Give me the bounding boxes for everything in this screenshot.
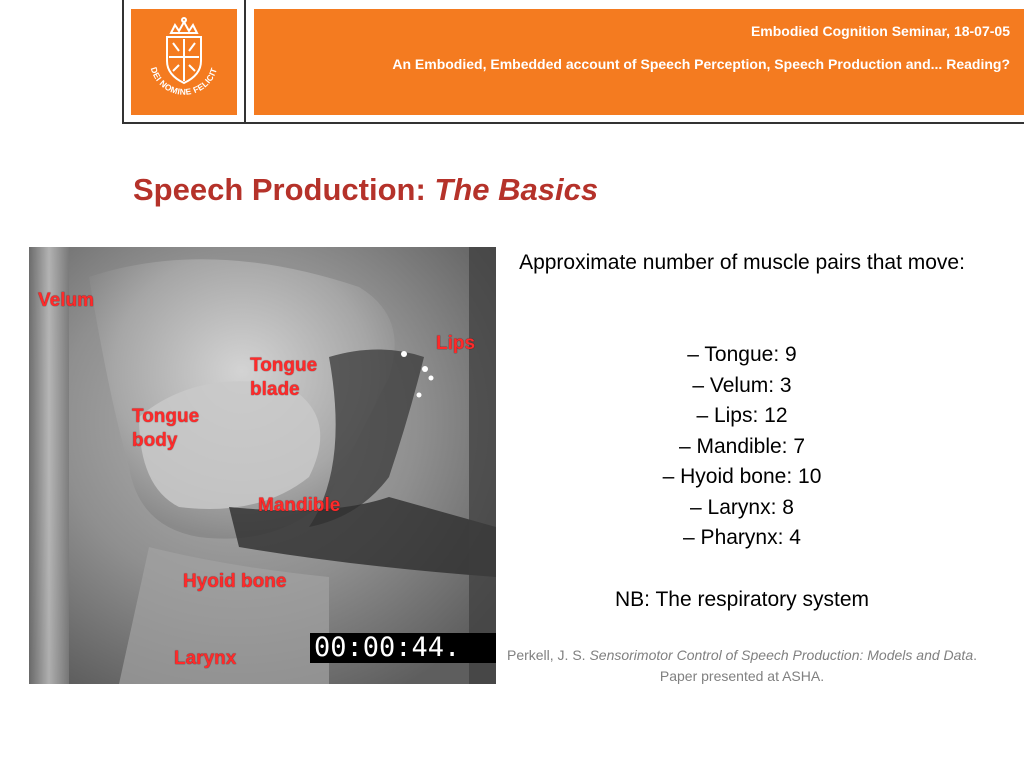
label-larynx: Larynx: [174, 648, 237, 669]
slide-title-italic: The Basics: [434, 172, 599, 207]
reference-author: Perkell, J. S.: [506, 647, 590, 663]
svg-text:IN DEI NOMINE FELICITER: DEI NOMINE FELICIT: [148, 65, 220, 97]
presentation-subtitle: An Embodied, Embedded account of Speech Perception, Speech Production and... Reading?: [392, 56, 1010, 72]
reference-title: Sensorimotor Control of Speech Production: Models and Data: [589, 647, 974, 663]
label-tongue-body: Tongue body: [132, 406, 200, 451]
list-item: – Larynx: 8: [690, 495, 794, 519]
nb-note: NB: The respiratory system: [614, 588, 870, 611]
header-title-bar: [254, 9, 1024, 115]
label-tongue-blade: Tongue blade: [250, 355, 318, 400]
university-logo: [131, 9, 237, 115]
slide-title-main: Speech Production:: [133, 172, 435, 207]
list-item: – Mandible: 7: [678, 434, 806, 458]
crest-icon: [131, 9, 237, 115]
list-item: – Tongue: 9: [687, 343, 797, 366]
reference-citation: [503, 645, 981, 687]
label-mandible: Mandible: [258, 495, 341, 516]
slide-title: [133, 172, 598, 208]
muscle-pairs-intro: Approximate number of muscle pairs that move:: [519, 251, 965, 274]
label-lips: Lips: [436, 333, 476, 354]
list-item: – Hyoid bone: 10: [662, 465, 822, 488]
label-hyoid-bone: Hyoid bone: [183, 571, 287, 592]
xray-graphic: [29, 247, 496, 684]
video-timecode: 00:00:44.: [310, 633, 496, 663]
reference-rest: . Paper presented at ASHA.: [659, 647, 977, 684]
list-item: – Lips: 12: [696, 404, 788, 427]
list-item: – Pharynx: 4: [683, 526, 801, 549]
label-velum: Velum: [38, 290, 94, 311]
muscle-pairs-list: [503, 340, 981, 554]
xray-image: [29, 247, 496, 684]
header-divider: [244, 0, 246, 124]
seminar-title: Embodied Cognition Seminar, 18-07-05: [750, 23, 1010, 39]
list-item: – Velum: 3: [692, 373, 792, 397]
